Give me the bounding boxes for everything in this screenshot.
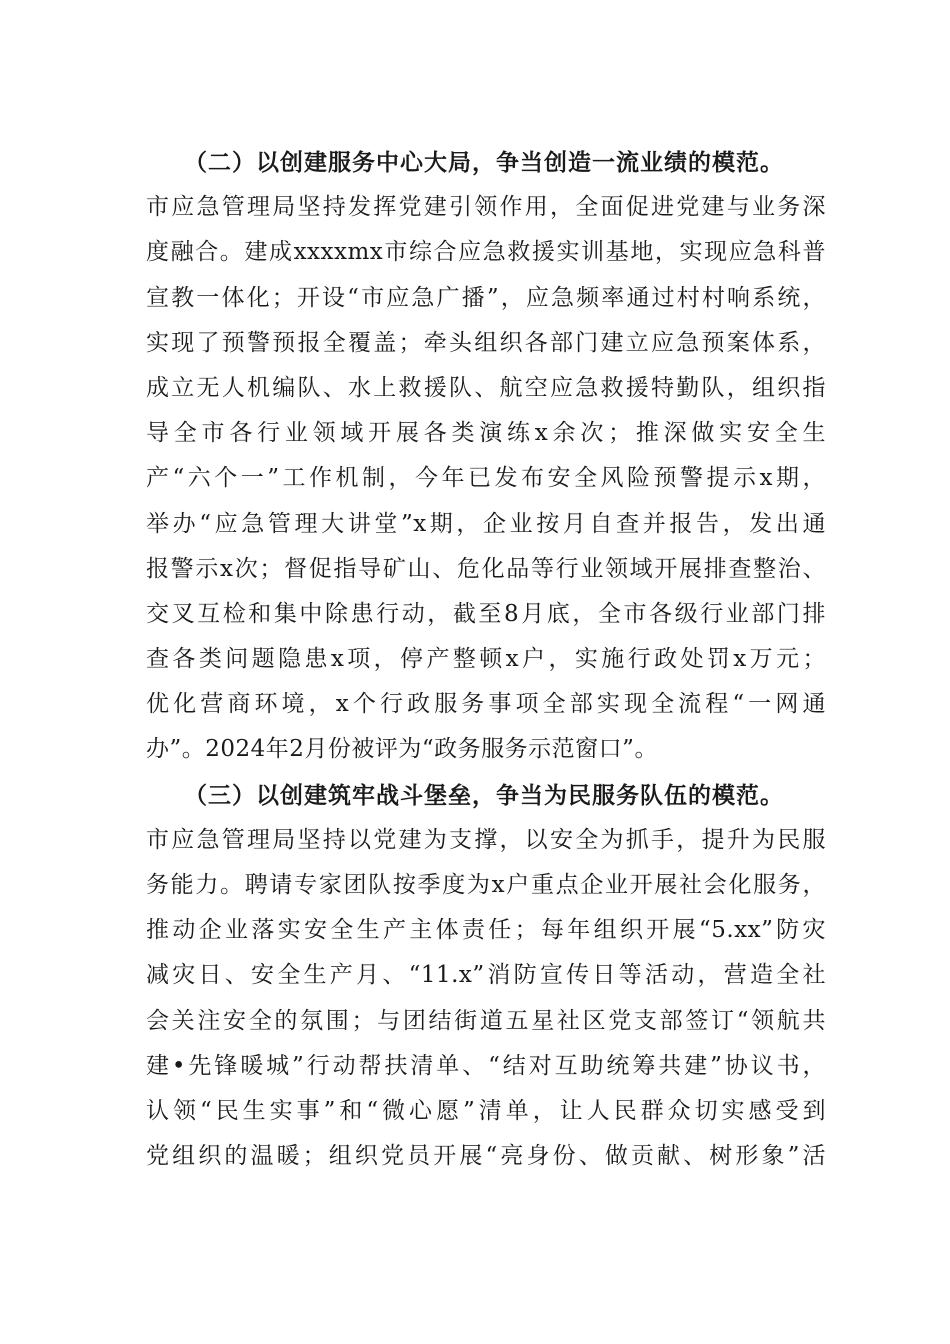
section-2-line: 优化营商环境，x个行政服务事项全部实现全流程“一网通 [146, 691, 826, 718]
section-2-line: 成立无人机编队、水上救援队、航空应急救援特勤队，组织指 [146, 374, 826, 401]
section-2-line: 度融合。建成xxxxmx市综合应急救援实训基地，实现应急科普 [146, 239, 826, 266]
section-2-line: 实现了预警预报全覆盖；牵头组织各部门建立应急预案体系， [146, 329, 826, 356]
section-3-line: 会关注安全的氛围；与团结街道五星社区党支部签订“领航共 [146, 1007, 826, 1034]
section-2-line: 办”。2024年2月份被评为“政务服务示范窗口”。 [146, 736, 658, 763]
section-3-line: 认领“民生实事”和“微心愿”清单，让人民群众切实感受到 [146, 1097, 826, 1124]
section-3-line: 务能力。聘请专家团队按季度为x户重点企业开展社会化服务， [146, 872, 826, 898]
section-3-line: 市应急管理局坚持以党建为支撑，以安全为抓手，提升为民服 [146, 826, 826, 853]
section-2-line: 举办“应急管理大讲堂”x期，企业按月自查并报告，发出通 [146, 510, 826, 537]
section-2-line: 报警示x次；督促指导矿山、危化品等行业领域开展排查整治、 [146, 555, 826, 582]
section-2-line: 宣教一体化；开设“市应急广播”，应急频率通过村村响系统， [146, 284, 826, 311]
body-text [146, 140, 826, 1179]
section-3-line: 建•先锋暖城”行动帮扶清单、“结对互助统筹共建”协议书， [146, 1052, 826, 1079]
section-3-heading: （三）以创建筑牢战斗堡垒，争当为民服务队伍的模范。 [184, 781, 784, 809]
section-2-heading: （二）以创建服务中心大局，争当创造一流业绩的模范。 [184, 149, 784, 176]
section-2-line: 市应急管理局坚持发挥党建引领作用，全面促进党建与业务深 [146, 194, 826, 221]
section-3-line: 推动企业落实安全生产主体责任；每年组织开展“5.xx”防灾 [146, 917, 826, 944]
section-2-line: 查各类问题隐患x项，停产整顿x户，实施行政处罚x万元； [146, 646, 826, 673]
section-3-line: 减灾日、安全生产月、“11.x”消防宣传日等活动，营造全社 [146, 962, 826, 989]
section-3-line: 党组织的温暖；组织党员开展“亮身份、做贡献、树形象”活 [146, 1143, 826, 1170]
section-2-line: 交叉互检和集中除患行动，截至8月底，全市各级行业部门排 [146, 600, 826, 627]
section-2-line: 导全市各行业领域开展各类演练x余次；推深做实安全生 [146, 420, 826, 447]
section-2-line: 产“六个一”工作机制，今年已发布安全风险预警提示x期， [146, 465, 826, 492]
